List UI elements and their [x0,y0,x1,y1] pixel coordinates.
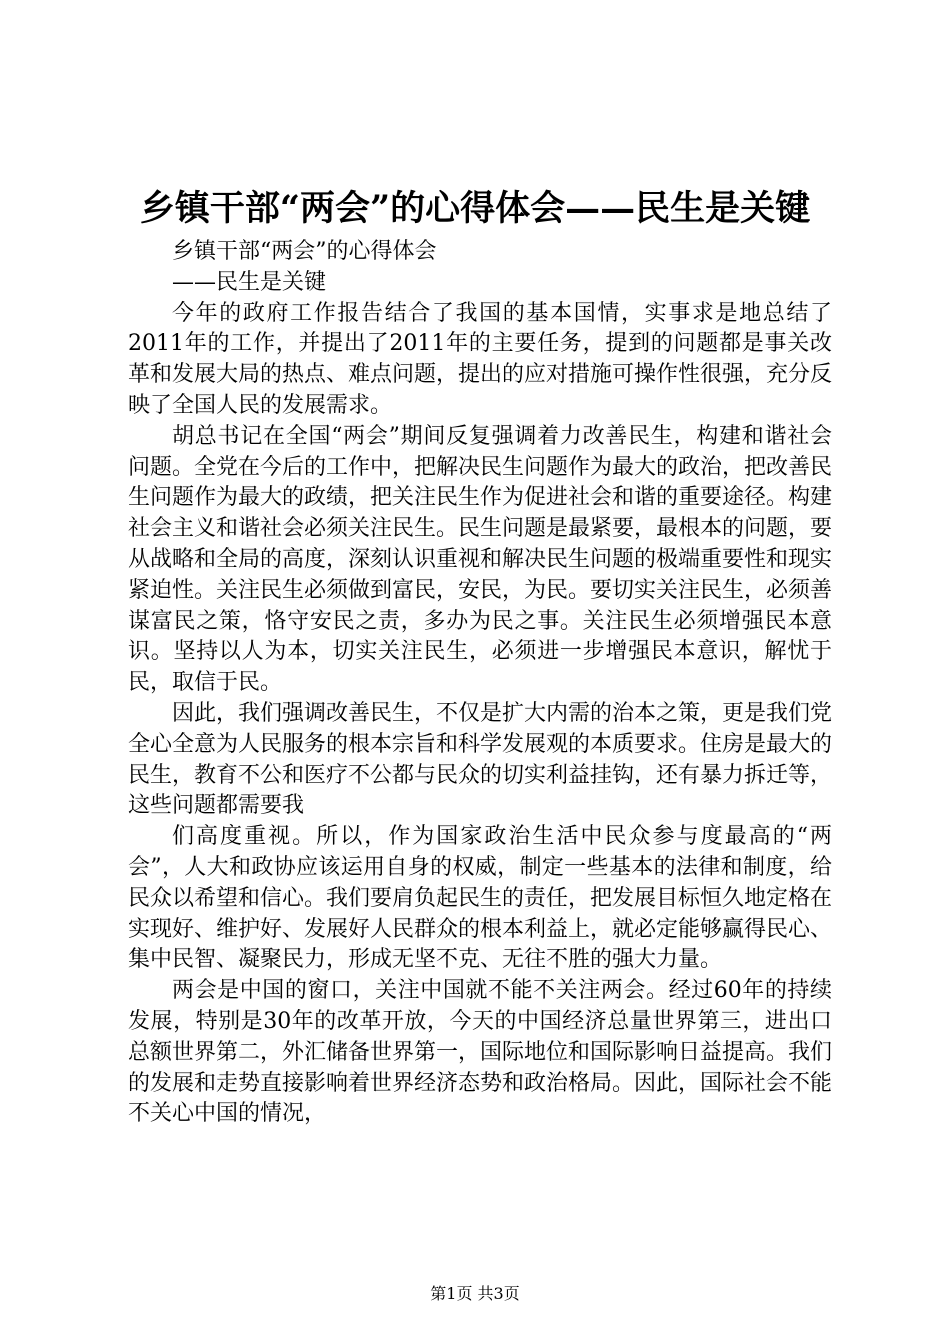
subtitle-line: 乡镇干部“两会”的心得体会 [172,239,437,264]
subtitle-line: ——民生是关键 [172,269,327,295]
body-paragraph: 今年的政府工作报告结合了我国的基本国情，实事求是地总结了2011年的工作，并提出了2011年的主要任务，提到的问题都是事关改革和发展大局的热点、难点问题，提出的应对措施可操作性很强，充分反映了全国人民的发展需求。 [128,300,833,418]
page-number-footer: 第1页 共3页 [430,1284,520,1303]
body-paragraph: 们高度重视。所以，作为国家政治生活中民众参与度最高的“两会”，人大和政协应该运用自身的权威，制定一些基本的法律和制度，给民众以希望和信心。我们要肩负起民生的责任，把发展目标恒久地定格在实现好、维护好、发展好人民群众的根本利益上，就必定能够赢得民心、集中民智、凝聚民力，形成无坚不克、无往不胜的强大力量。 [128,824,833,973]
body-paragraph: 两会是中国的窗口，关注中国就不能不关注两会。经过60年的持续发展，特别是30年的改革开放，今天的中国经济总量世界第三，进出口总额世界第二，外汇储备世界第一，国际地位和国际影响日益提高。我们的发展和走势直接影响着世界经济态势和政治格局。因此，国际社会不能不关心中国的情况， [128,978,833,1127]
body-paragraph: 胡总书记在全国“两会”期间反复强调着力改善民生，构建和谐社会问题。全党在今后的工作中，把解决民生问题作为最大的政治，把改善民生问题作为最大的政绩，把关注民生作为促进社会和谐的重要途径。构建社会主义和谐社会必须关注民生。民生问题是最紧要，最根本的问题，要从战略和全局的高度，深刻认识重视和解决民生问题的极端重要性和现实紧迫性。关注民生必须做到富民，安民，为民。要切实关注民生，必须善谋富民之策，恪守安民之责，多办为民之事。关注民生必须增强民本意识。坚持以人为本，切实关注民生，必须进一步增强民本意识，解忧于民，取信于民。 [128,423,833,696]
document-title: 乡镇干部“两会”的心得体会——民生是关键 [139,188,811,229]
document-body [128,237,832,1130]
body-paragraph: 因此，我们强调改善民生，不仅是扩大内需的治本之策，更是我们党全心全意为人民服务的根本宗旨和科学发展观的本质要求。住房是最大的民生，教育不公和医疗不公都与民众的切实利益挂钩，还有暴力拆迁等，这些问题都需要我 [128,700,833,819]
